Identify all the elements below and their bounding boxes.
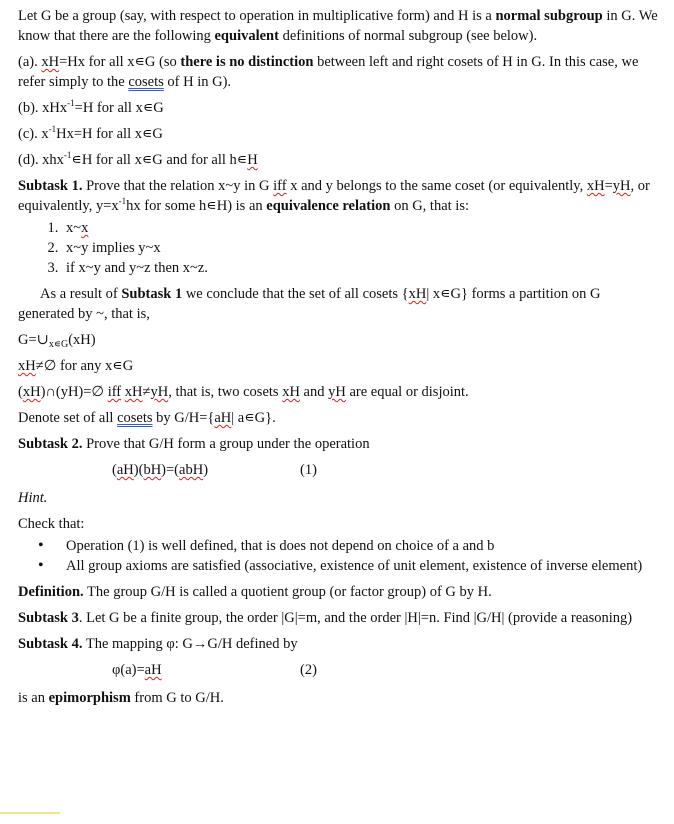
hint-check xyxy=(18,514,658,534)
highlight-mark xyxy=(0,812,60,814)
subtask4-formula-row xyxy=(18,660,658,682)
subtask2-paragraph xyxy=(18,434,658,454)
subtask2-label: Subtask 2. xyxy=(18,436,83,452)
result-xH: xH xyxy=(408,286,427,302)
inter-iff: iff xyxy=(107,384,122,400)
def-a-bold: there is no distinction xyxy=(180,54,314,70)
def-a-cosets: cosets xyxy=(128,74,164,90)
denote-end: | a∊G}. xyxy=(231,410,276,426)
f1-abH: abH xyxy=(179,462,204,478)
subtask3-paragraph xyxy=(18,608,658,628)
epi-bold: epimorphism xyxy=(48,690,131,706)
hint-title-text: Hint. xyxy=(18,490,48,506)
bullet-text: Operation (1) is well defined, that is does not depend on choice of a and b xyxy=(66,538,495,554)
f1-mid: )( xyxy=(133,462,144,478)
inter-yH2: yH xyxy=(328,384,346,400)
hint-bullets xyxy=(18,536,658,576)
bullet-text: All group axioms are satisfied (associative, existence of unit element, existence of inverse element) xyxy=(66,558,643,574)
result-bold: Subtask 1 xyxy=(121,286,183,302)
intersection-formula xyxy=(18,382,658,402)
subtask4-paragraph xyxy=(18,634,658,654)
subtask1-paragraph xyxy=(18,176,658,216)
list-item xyxy=(62,258,658,278)
inter-xH2: xH xyxy=(124,384,143,400)
epi-text: is an xyxy=(18,690,45,706)
subtask2-formula xyxy=(112,460,208,480)
def-a-label: (a). xyxy=(18,54,38,70)
subtask2-text: Prove that G/H form a group under the operation xyxy=(86,436,370,452)
equivalence-list xyxy=(18,218,658,278)
subtask4-label: Subtask 4. xyxy=(18,636,83,652)
def-b-sup: -1 xyxy=(67,98,75,108)
normal-bold: normal xyxy=(495,8,541,24)
equivalent-bold: equivalent xyxy=(214,28,279,44)
subtask3-label: Subtask 3 xyxy=(18,610,79,626)
denote-text: Denote set of all xyxy=(18,410,114,426)
definition-label: Definition. xyxy=(18,584,84,600)
definition-b xyxy=(18,98,658,118)
list-item-text: if x~y and y~z then x~z. xyxy=(66,260,208,276)
inter-ne: ≠ xyxy=(142,384,151,400)
denote-cosets: cosets xyxy=(117,410,153,426)
def-b-end: =H for all x∊G xyxy=(74,100,164,116)
bullet-item xyxy=(62,556,658,576)
subtask1-text-4: hx for some h∊H) is an xyxy=(126,198,263,214)
list-item-x: x xyxy=(81,220,89,236)
hint-title xyxy=(18,488,658,508)
f2-pre: φ(a)= xyxy=(112,662,145,678)
inter-end: are equal or disjoint. xyxy=(349,384,469,400)
inter-yH: yH xyxy=(150,384,169,400)
bullet-item xyxy=(62,536,658,556)
list-item xyxy=(62,218,658,238)
def-c-sup: -1 xyxy=(48,124,57,134)
def-a-end: of H in G). xyxy=(167,74,232,90)
list-item-text: x~y implies y~x xyxy=(66,240,161,256)
subtask1-iff: iff xyxy=(273,178,287,194)
f1-bH: bH xyxy=(143,462,162,478)
result-text-3: | x∊G} forms a partition on G generated by ~, that is, xyxy=(18,286,601,322)
subtask1-text-2: x and y belongs to the same coset (or equivalently, xyxy=(290,178,584,194)
f1-close: ) xyxy=(203,462,209,478)
equation-number-1: (1) xyxy=(300,462,317,478)
def-a-text: =Hx for all x∊G (so xyxy=(59,54,177,70)
f2-aH: aH xyxy=(144,662,162,678)
definition-c xyxy=(18,124,658,144)
subtask1-yH: yH xyxy=(612,178,631,194)
definition-a xyxy=(18,52,658,92)
subtask1-text-5: on G, that is: xyxy=(394,198,469,214)
epi-end: from G to G/H. xyxy=(134,690,224,706)
def-b-text: (b). xHx xyxy=(18,100,68,116)
union-sub: x∊G xyxy=(48,339,69,350)
denote-paragraph xyxy=(18,408,658,428)
denote-text-2: by G/H={ xyxy=(156,410,215,426)
list-item xyxy=(62,238,658,258)
equation-number-2: (2) xyxy=(300,662,317,678)
result-text: As a result of xyxy=(40,286,118,302)
subtask3-text: . Let G be a finite group, the order |G|=m, and the order |H|=n. Find |G/H| (provide a reasoning) xyxy=(78,610,633,626)
inter-open: ( xyxy=(18,384,23,400)
definition-text: The group G/H is called a quotient group (or factor group) of G by H. xyxy=(87,584,492,600)
definition-paragraph xyxy=(18,582,658,602)
inter-and: and xyxy=(303,384,325,400)
intro-paragraph xyxy=(18,6,658,46)
list-item-text: x~ xyxy=(66,220,82,236)
intro-text-3: definitions of normal subgroup (see below). xyxy=(282,28,538,44)
inter-xH3: xH xyxy=(282,384,300,400)
hint-check-text: Check that: xyxy=(18,516,85,532)
def-a-xH: xH xyxy=(41,54,60,70)
def-d-text: (d). xhx xyxy=(18,152,64,168)
subtask1-eq: = xyxy=(604,178,613,194)
nonempty-xH: xH xyxy=(18,358,36,374)
union-post: (xH) xyxy=(68,332,96,348)
def-c-text: (c). x xyxy=(18,126,49,142)
subtask1-label: Subtask 1. xyxy=(18,178,83,194)
f1-open: ( xyxy=(112,462,117,478)
inter-text: , that is, two cosets xyxy=(168,384,279,400)
def-d-mid: ∊H for all x∊G and for all h∊ xyxy=(71,152,248,168)
subtask1-xH: xH xyxy=(586,178,605,194)
f1-aH: aH xyxy=(116,462,134,478)
union-pre: G=∪ xyxy=(18,332,49,348)
def-d-sup: -1 xyxy=(63,150,72,160)
subtask1-sup: -1 xyxy=(118,196,127,206)
denote-aH: aH xyxy=(214,410,232,426)
inter-xH: xH xyxy=(22,384,41,400)
result-paragraph xyxy=(18,284,658,324)
result-text-2: we conclude that the set of all cosets { xyxy=(185,286,409,302)
subtask1-bold: equivalence relation xyxy=(266,198,391,214)
intro-text-2: in G. We know that there are the following xyxy=(18,8,658,44)
subgroup-bold: subgroup xyxy=(544,8,603,24)
def-c-end: Hx=H for all x∊G xyxy=(56,126,163,142)
intro-text: Let G be a group (say, with respect to operation in multiplicative form) and H is a xyxy=(18,8,492,24)
def-a-text-2: between left and right cosets of H in G. In this case, we refer simply to the xyxy=(18,54,639,90)
inter-mid: )∩(yH)=∅ xyxy=(40,384,105,400)
union-formula xyxy=(18,330,658,350)
nonempty-rest: ≠∅ for any x∊G xyxy=(35,358,134,374)
subtask1-text-3: , or equivalently, y=x xyxy=(18,178,650,214)
epimorphism-paragraph xyxy=(18,688,658,708)
definition-d xyxy=(18,150,658,170)
nonempty-formula xyxy=(18,356,658,376)
f1-mid2: )=( xyxy=(161,462,180,478)
def-d-H: H xyxy=(247,152,258,168)
subtask1-text: Prove that the relation x~y in G xyxy=(86,178,270,194)
subtask4-text: The mapping φ: G→G/H defined by xyxy=(85,636,298,652)
subtask2-formula-row xyxy=(18,460,658,482)
document-body xyxy=(18,6,658,708)
subtask4-formula xyxy=(112,660,162,680)
